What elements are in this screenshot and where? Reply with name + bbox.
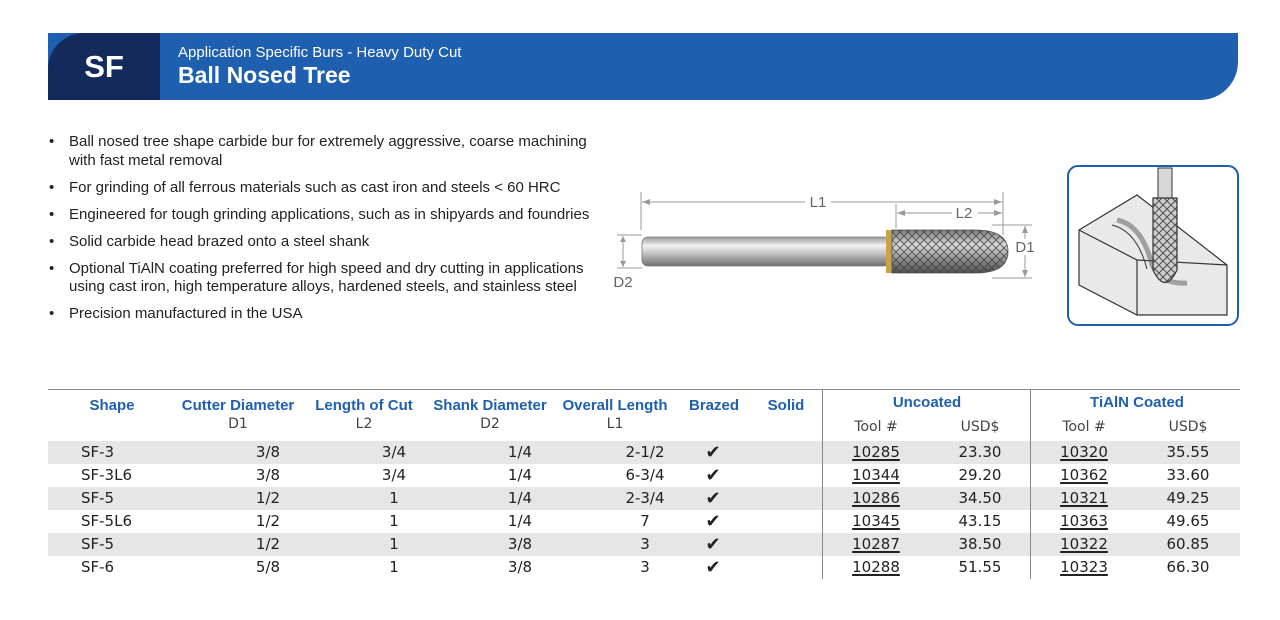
brazed-check-icon: ✔ — [705, 511, 721, 532]
table-row — [48, 441, 1240, 464]
header-shape: Shape — [89, 397, 135, 414]
feature-item: • Ball nosed tree shape carbide bur for extremely aggressive, coarse machining with fast metal removal — [48, 133, 608, 170]
cell-coated-price: 49.65 — [1166, 512, 1210, 530]
cell-shape: SF-5 — [81, 489, 115, 507]
cell-shank-diameter: 1/4 — [507, 512, 533, 530]
d2-label: D2 — [613, 274, 633, 291]
feature-item: • Engineered for tough grinding applications, such as in shipyards and foundries — [48, 206, 608, 225]
cell-length-of-cut: 1 — [389, 512, 399, 530]
cell-cutter-diameter: 1/2 — [255, 489, 281, 507]
cell-length-of-cut: 3/4 — [381, 443, 407, 461]
brazed-check-icon: ✔ — [705, 534, 721, 555]
cell-overall-length: 2-3/4 — [625, 489, 665, 507]
feature-item: • Precision manufactured in the USA — [48, 305, 608, 324]
cell-overall-length: 2-1/2 — [625, 443, 665, 461]
bur-braze — [886, 230, 892, 273]
brazed-check-icon: ✔ — [705, 557, 721, 578]
application-illustration — [1067, 165, 1239, 327]
cell-uncoated-price: 34.50 — [958, 489, 1002, 507]
cell-shank-diameter: 3/8 — [507, 535, 533, 553]
l2-label: L2 — [955, 205, 973, 222]
cell-coated-price: 66.30 — [1166, 558, 1210, 576]
cell-shape: SF-3L6 — [81, 466, 133, 484]
table-row — [48, 487, 1240, 510]
cell-uncoated-price: 51.55 — [958, 558, 1002, 576]
cell-overall-length: 7 — [640, 512, 650, 530]
table-row — [48, 556, 1240, 579]
cell-length-of-cut: 1 — [389, 535, 399, 553]
series-badge: SF — [48, 33, 160, 100]
cell-cutter-diameter: 1/2 — [255, 512, 281, 530]
cell-coated-price: 60.85 — [1166, 535, 1210, 553]
brazed-check-icon: ✔ — [705, 442, 721, 463]
d1-arrow-bottom — [1022, 270, 1028, 277]
header-overall-length: Overall Length — [562, 397, 668, 414]
cell-length-of-cut: 3/4 — [381, 466, 407, 484]
cell-shape: SF-5L6 — [81, 512, 133, 530]
cell-coated-price: 49.25 — [1166, 489, 1210, 507]
l1-arrow-right — [994, 199, 1002, 205]
cell-coated-tool: 10322 — [1060, 535, 1108, 553]
cell-uncoated-tool: 10285 — [852, 443, 900, 461]
l2-arrow-left — [897, 210, 905, 216]
cell-uncoated-tool: 10288 — [852, 558, 900, 576]
subheader-d1: D1 — [228, 416, 248, 432]
l1-label: L1 — [809, 194, 827, 211]
cell-shape: SF-5 — [81, 535, 115, 553]
cell-uncoated-tool: 10345 — [852, 512, 900, 530]
table-row — [48, 533, 1240, 556]
brazed-check-icon: ✔ — [705, 488, 721, 509]
brazed-check-icon: ✔ — [705, 465, 721, 486]
cell-coated-tool: 10320 — [1060, 443, 1108, 461]
uncoated-divider — [822, 389, 823, 579]
feature-item: • For grinding of all ferrous materials such as cast iron and steels < 60 HRC — [48, 179, 608, 198]
page-title: Ball Nosed Tree — [178, 62, 351, 88]
d2-arrow-bottom — [620, 261, 626, 267]
header-brazed: Brazed — [688, 397, 740, 414]
feature-item: • Optional TiAlN coating preferred for high speed and dry cutting in applications using cast iron, high temperature alloys, hardened steels, and stainless steel — [48, 260, 608, 297]
bur-diagram — [600, 180, 1050, 300]
header-tialn-coated: TiAlN Coated — [1090, 394, 1184, 411]
cell-uncoated-price: 43.15 — [958, 512, 1002, 530]
subheader-l1: L1 — [606, 416, 624, 432]
cell-uncoated-price: 38.50 — [958, 535, 1002, 553]
cell-uncoated-tool: 10287 — [852, 535, 900, 553]
d1-label: D1 — [1015, 239, 1035, 256]
header-uncoated: Uncoated — [892, 394, 962, 411]
cell-shank-diameter: 1/4 — [507, 443, 533, 461]
cell-length-of-cut: 1 — [389, 558, 399, 576]
cell-shank-diameter: 3/8 — [507, 558, 533, 576]
cell-length-of-cut: 1 — [389, 489, 399, 507]
coated-divider — [1030, 389, 1031, 579]
feature-list — [48, 133, 608, 332]
l1-arrow-left — [642, 199, 650, 205]
subheader-d2: D2 — [480, 416, 500, 432]
subheader-coated-tool: Tool # — [1062, 419, 1106, 435]
cell-shank-diameter: 1/4 — [507, 489, 533, 507]
d2-arrow-top — [620, 236, 626, 242]
cell-shank-diameter: 1/4 — [507, 466, 533, 484]
cell-shape: SF-6 — [81, 558, 115, 576]
cell-uncoated-price: 23.30 — [958, 443, 1002, 461]
cell-uncoated-tool: 10286 — [852, 489, 900, 507]
cell-overall-length: 3 — [640, 558, 650, 576]
d1-arrow-top — [1022, 226, 1028, 233]
subheader-uncoated-usd: USD$ — [960, 419, 1000, 435]
header-cutter-diameter: Cutter Diameter — [181, 397, 295, 414]
table-row — [48, 464, 1240, 487]
header-solid: Solid — [767, 397, 805, 414]
cell-shape: SF-3 — [81, 443, 115, 461]
cell-coated-tool: 10321 — [1060, 489, 1108, 507]
feature-item: • Solid carbide head brazed onto a steel shank — [48, 233, 608, 252]
cell-coated-price: 33.60 — [1166, 466, 1210, 484]
cell-overall-length: 6-3/4 — [625, 466, 665, 484]
cell-uncoated-tool: 10344 — [852, 466, 900, 484]
table-row — [48, 510, 1240, 533]
bur-shank — [642, 237, 890, 266]
subheader-coated-usd: USD$ — [1168, 419, 1208, 435]
page-subtitle: Application Specific Burs - Heavy Duty Cut — [178, 44, 462, 61]
cell-cutter-diameter: 1/2 — [255, 535, 281, 553]
cell-coated-tool: 10323 — [1060, 558, 1108, 576]
header-length-of-cut: Length of Cut — [315, 397, 413, 414]
cell-overall-length: 3 — [640, 535, 650, 553]
cell-coated-tool: 10362 — [1060, 466, 1108, 484]
cell-coated-tool: 10363 — [1060, 512, 1108, 530]
table-top-rule — [48, 389, 1240, 390]
l2-arrow-right — [994, 210, 1002, 216]
cell-uncoated-price: 29.20 — [958, 466, 1002, 484]
subheader-uncoated-tool: Tool # — [854, 419, 898, 435]
cell-cutter-diameter: 5/8 — [255, 558, 281, 576]
header-shank-diameter: Shank Diameter — [433, 397, 547, 414]
cell-coated-price: 35.55 — [1166, 443, 1210, 461]
cell-cutter-diameter: 3/8 — [255, 443, 281, 461]
subheader-l2: L2 — [355, 416, 373, 432]
cell-cutter-diameter: 3/8 — [255, 466, 281, 484]
